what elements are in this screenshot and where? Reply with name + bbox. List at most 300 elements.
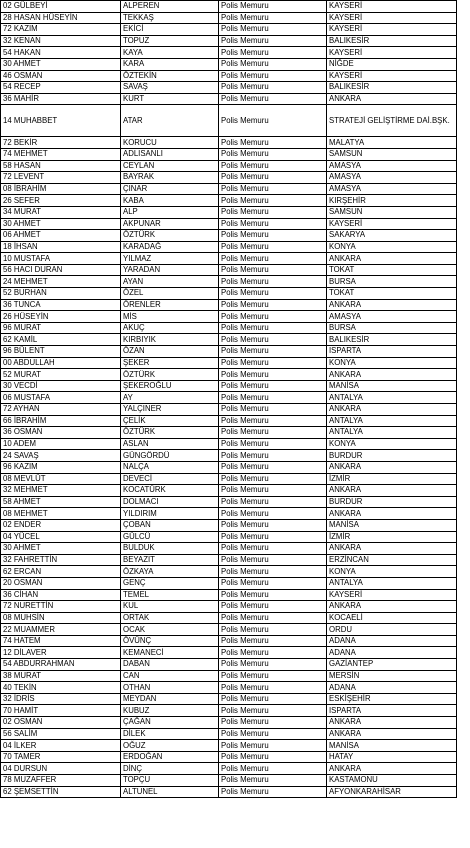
table-row <box>1 647 457 659</box>
table-row <box>1 253 457 265</box>
last-name-cell: OĞUZ <box>121 740 219 752</box>
location-cell: BURSA <box>327 276 457 288</box>
location-cell: KAYSERİ <box>327 218 457 230</box>
first-name-cell: 36 MAHİR <box>1 93 121 105</box>
location-cell: KAYSERİ <box>327 589 457 601</box>
last-name-cell: ALP <box>121 206 219 218</box>
first-name-cell: 24 MEHMET <box>1 276 121 288</box>
table-row <box>1 206 457 218</box>
location-cell: ERZİNCAN <box>327 554 457 566</box>
table-row <box>1 531 457 543</box>
last-name-cell: OCAK <box>121 624 219 636</box>
title-cell: Polis Memuru <box>219 264 327 276</box>
last-name-cell: DİNÇ <box>121 763 219 775</box>
last-name-cell: TEMEL <box>121 589 219 601</box>
location-cell: ANTALYA <box>327 577 457 589</box>
table-row <box>1 12 457 24</box>
last-name-cell: AYAN <box>121 276 219 288</box>
location-cell: BURSA <box>327 322 457 334</box>
location-cell: İZMİR <box>327 473 457 485</box>
location-cell: ANKARA <box>327 253 457 265</box>
first-name-cell: 02 ENDER <box>1 519 121 531</box>
location-cell: ANKARA <box>327 508 457 520</box>
location-cell: ANKARA <box>327 543 457 555</box>
location-cell: HATAY <box>327 751 457 763</box>
first-name-cell: 58 AHMET <box>1 496 121 508</box>
first-name-cell: 20 OSMAN <box>1 577 121 589</box>
title-cell: Polis Memuru <box>219 427 327 439</box>
title-cell: Polis Memuru <box>219 589 327 601</box>
first-name-cell: 54 RECEP <box>1 82 121 94</box>
title-cell: Polis Memuru <box>219 496 327 508</box>
title-cell: Polis Memuru <box>219 93 327 105</box>
first-name-cell: 08 MEHMET <box>1 508 121 520</box>
table-row <box>1 137 457 149</box>
location-cell: ISPARTA <box>327 705 457 717</box>
last-name-cell: ÇOBAN <box>121 519 219 531</box>
first-name-cell: 08 MEVLÜT <box>1 473 121 485</box>
table-row <box>1 473 457 485</box>
location-cell: ANKARA <box>327 404 457 416</box>
table-row <box>1 218 457 230</box>
last-name-cell: TEKKAŞ <box>121 12 219 24</box>
personnel-table-body <box>1 1 457 798</box>
location-cell: ANKARA <box>327 461 457 473</box>
first-name-cell: 32 MEHMET <box>1 485 121 497</box>
table-row <box>1 682 457 694</box>
title-cell: Polis Memuru <box>219 763 327 775</box>
location-cell: AMASYA <box>327 183 457 195</box>
first-name-cell: 02 OSMAN <box>1 717 121 729</box>
location-cell: ADANA <box>327 647 457 659</box>
title-cell: Polis Memuru <box>219 334 327 346</box>
last-name-cell: KURT <box>121 93 219 105</box>
table-row <box>1 543 457 555</box>
table-row <box>1 392 457 404</box>
first-name-cell: 30 AHMET <box>1 58 121 70</box>
title-cell: Polis Memuru <box>219 461 327 473</box>
last-name-cell: ŞEKER <box>121 357 219 369</box>
title-cell: Polis Memuru <box>219 70 327 82</box>
location-cell: KIRŞEHİR <box>327 195 457 207</box>
title-cell: Polis Memuru <box>219 775 327 787</box>
location-cell: KASTAMONU <box>327 775 457 787</box>
location-cell: ORDU <box>327 624 457 636</box>
last-name-cell: YILDIRIM <box>121 508 219 520</box>
location-cell: KAYSERİ <box>327 47 457 59</box>
table-row <box>1 288 457 300</box>
title-cell: Polis Memuru <box>219 172 327 184</box>
title-cell: Polis Memuru <box>219 253 327 265</box>
title-cell: Polis Memuru <box>219 554 327 566</box>
first-name-cell: 30 AHMET <box>1 218 121 230</box>
first-name-cell: 72 NURETTİN <box>1 601 121 613</box>
last-name-cell: BAYRAK <box>121 172 219 184</box>
table-row <box>1 230 457 242</box>
location-cell: ANKARA <box>327 93 457 105</box>
table-row <box>1 763 457 775</box>
title-cell: Polis Memuru <box>219 670 327 682</box>
last-name-cell: CEYLAN <box>121 160 219 172</box>
table-row <box>1 775 457 787</box>
location-cell: BALIKESİR <box>327 82 457 94</box>
location-cell: ANTALYA <box>327 427 457 439</box>
location-cell: MERSİN <box>327 670 457 682</box>
table-row <box>1 58 457 70</box>
table-row <box>1 670 457 682</box>
table-row <box>1 485 457 497</box>
table-row <box>1 369 457 381</box>
last-name-cell: KEMANECİ <box>121 647 219 659</box>
location-cell: AMASYA <box>327 311 457 323</box>
last-name-cell: SAVAŞ <box>121 82 219 94</box>
last-name-cell: GÜNGÖRDÜ <box>121 450 219 462</box>
last-name-cell: AKUÇ <box>121 322 219 334</box>
table-row <box>1 322 457 334</box>
title-cell: Polis Memuru <box>219 438 327 450</box>
title-cell: Polis Memuru <box>219 473 327 485</box>
table-row <box>1 172 457 184</box>
location-cell: KAYSERİ <box>327 70 457 82</box>
last-name-cell: ÇINAR <box>121 183 219 195</box>
table-row <box>1 47 457 59</box>
location-cell: ADANA <box>327 682 457 694</box>
title-cell: Polis Memuru <box>219 566 327 578</box>
last-name-cell: ÇELİK <box>121 415 219 427</box>
last-name-cell: TOPÇU <box>121 775 219 787</box>
last-name-cell: ALTUNEL <box>121 786 219 798</box>
first-name-cell: 72 BEKİR <box>1 137 121 149</box>
location-cell: ISPARTA <box>327 346 457 358</box>
title-cell: Polis Memuru <box>219 659 327 671</box>
title-cell: Polis Memuru <box>219 693 327 705</box>
location-cell: İZMİR <box>327 531 457 543</box>
title-cell: Polis Memuru <box>219 717 327 729</box>
last-name-cell: ÖZTEKİN <box>121 70 219 82</box>
first-name-cell: 10 MUSTAFA <box>1 253 121 265</box>
title-cell: Polis Memuru <box>219 58 327 70</box>
table-row <box>1 276 457 288</box>
title-cell: Polis Memuru <box>219 24 327 36</box>
first-name-cell: 52 MURAT <box>1 369 121 381</box>
location-cell: ANTALYA <box>327 415 457 427</box>
last-name-cell: KUL <box>121 601 219 613</box>
table-row <box>1 357 457 369</box>
table-row <box>1 241 457 253</box>
first-name-cell: 72 AYHAN <box>1 404 121 416</box>
table-row <box>1 35 457 47</box>
table-row <box>1 554 457 566</box>
last-name-cell: YILMAZ <box>121 253 219 265</box>
table-row <box>1 461 457 473</box>
last-name-cell: ÇAĞAN <box>121 717 219 729</box>
first-name-cell: 40 TEKİN <box>1 682 121 694</box>
title-cell: Polis Memuru <box>219 404 327 416</box>
title-cell: Polis Memuru <box>219 531 327 543</box>
first-name-cell: 70 TAMER <box>1 751 121 763</box>
last-name-cell: ASLAN <box>121 438 219 450</box>
last-name-cell: ÖZTÜRK <box>121 369 219 381</box>
table-row <box>1 346 457 358</box>
last-name-cell: KUBUZ <box>121 705 219 717</box>
first-name-cell: 56 HACI DURAN <box>1 264 121 276</box>
table-row <box>1 70 457 82</box>
first-name-cell: 46 OSMAN <box>1 70 121 82</box>
title-cell: Polis Memuru <box>219 612 327 624</box>
location-cell: ANKARA <box>327 728 457 740</box>
title-cell: Polis Memuru <box>219 728 327 740</box>
table-row <box>1 728 457 740</box>
title-cell: Polis Memuru <box>219 508 327 520</box>
first-name-cell: 62 ŞEMSETTİN <box>1 786 121 798</box>
first-name-cell: 52 BURHAN <box>1 288 121 300</box>
title-cell: Polis Memuru <box>219 148 327 160</box>
title-cell: Polis Memuru <box>219 601 327 613</box>
location-cell: ANKARA <box>327 299 457 311</box>
table-row <box>1 577 457 589</box>
title-cell: Polis Memuru <box>219 392 327 404</box>
last-name-cell: ERDOĞAN <box>121 751 219 763</box>
last-name-cell: ALPEREN <box>121 1 219 13</box>
location-cell: ANKARA <box>327 485 457 497</box>
last-name-cell: KARA <box>121 58 219 70</box>
last-name-cell: DEVECİ <box>121 473 219 485</box>
table-row <box>1 438 457 450</box>
location-cell: BURDUR <box>327 450 457 462</box>
location-cell: BALIKESİR <box>327 35 457 47</box>
first-name-cell: 00 ABDULLAH <box>1 357 121 369</box>
last-name-cell: ORTAK <box>121 612 219 624</box>
title-cell: Polis Memuru <box>219 230 327 242</box>
location-cell: MANİSA <box>327 380 457 392</box>
table-row <box>1 24 457 36</box>
table-row <box>1 415 457 427</box>
location-cell: KONYA <box>327 241 457 253</box>
location-cell: ANKARA <box>327 369 457 381</box>
last-name-cell: ÖRENLER <box>121 299 219 311</box>
title-cell: Polis Memuru <box>219 380 327 392</box>
table-row <box>1 601 457 613</box>
title-cell: Polis Memuru <box>219 786 327 798</box>
location-cell: ANKARA <box>327 601 457 613</box>
first-name-cell: 14 MUHABBET <box>1 105 121 137</box>
location-cell: ANKARA <box>327 717 457 729</box>
title-cell: Polis Memuru <box>219 276 327 288</box>
last-name-cell: KAYA <box>121 47 219 59</box>
last-name-cell: AY <box>121 392 219 404</box>
first-name-cell: 38 MURAT <box>1 670 121 682</box>
location-cell: TOKAT <box>327 264 457 276</box>
location-cell: MANİSA <box>327 519 457 531</box>
last-name-cell: TOPUZ <box>121 35 219 47</box>
title-cell: Polis Memuru <box>219 485 327 497</box>
last-name-cell: MİS <box>121 311 219 323</box>
title-cell: Polis Memuru <box>219 705 327 717</box>
first-name-cell: 28 HASAN HÜSEYİN <box>1 12 121 24</box>
table-row <box>1 693 457 705</box>
location-cell: TOKAT <box>327 288 457 300</box>
first-name-cell: 58 HASAN <box>1 160 121 172</box>
title-cell: Polis Memuru <box>219 346 327 358</box>
location-cell: ESKİŞEHİR <box>327 693 457 705</box>
table-row <box>1 717 457 729</box>
table-row <box>1 82 457 94</box>
last-name-cell: MEYDAN <box>121 693 219 705</box>
last-name-cell: DİLEK <box>121 728 219 740</box>
location-cell: SAKARYA <box>327 230 457 242</box>
location-cell: KONYA <box>327 566 457 578</box>
title-cell: Polis Memuru <box>219 241 327 253</box>
first-name-cell: 74 MEHMET <box>1 148 121 160</box>
last-name-cell: GENÇ <box>121 577 219 589</box>
table-row <box>1 624 457 636</box>
location-cell: BALIKESİR <box>327 334 457 346</box>
first-name-cell: 18 İHSAN <box>1 241 121 253</box>
title-cell: Polis Memuru <box>219 82 327 94</box>
title-cell: Polis Memuru <box>219 647 327 659</box>
last-name-cell: KABA <box>121 195 219 207</box>
title-cell: Polis Memuru <box>219 299 327 311</box>
table-row <box>1 612 457 624</box>
last-name-cell: ÖZTÜRK <box>121 427 219 439</box>
location-cell: MANİSA <box>327 740 457 752</box>
last-name-cell: DOLMACI <box>121 496 219 508</box>
first-name-cell: 78 MUZAFFER <box>1 775 121 787</box>
last-name-cell: AKPUNAR <box>121 218 219 230</box>
location-cell: ANTALYA <box>327 392 457 404</box>
last-name-cell: EKİCİ <box>121 24 219 36</box>
first-name-cell: 36 TUNCA <box>1 299 121 311</box>
location-cell: AFYONKARAHİSAR <box>327 786 457 798</box>
last-name-cell: KOCATÜRK <box>121 485 219 497</box>
last-name-cell: BULDUK <box>121 543 219 555</box>
last-name-cell: OTHAN <box>121 682 219 694</box>
last-name-cell: KORUCU <box>121 137 219 149</box>
table-row <box>1 751 457 763</box>
table-row <box>1 380 457 392</box>
first-name-cell: 32 FAHRETTİN <box>1 554 121 566</box>
title-cell: Polis Memuru <box>219 322 327 334</box>
table-row <box>1 183 457 195</box>
title-cell: Polis Memuru <box>219 369 327 381</box>
first-name-cell: 04 DURSUN <box>1 763 121 775</box>
title-cell: Polis Memuru <box>219 357 327 369</box>
table-row <box>1 659 457 671</box>
table-row <box>1 566 457 578</box>
table-row <box>1 635 457 647</box>
location-cell: AMASYA <box>327 160 457 172</box>
first-name-cell: 70 HAMİT <box>1 705 121 717</box>
location-cell: KONYA <box>327 357 457 369</box>
first-name-cell: 08 İBRAHİM <box>1 183 121 195</box>
location-cell: KOCAELİ <box>327 612 457 624</box>
last-name-cell: ÖZTÜRK <box>121 230 219 242</box>
location-cell: MALATYA <box>327 137 457 149</box>
last-name-cell: KIRBIYIK <box>121 334 219 346</box>
first-name-cell: 36 CİHAN <box>1 589 121 601</box>
first-name-cell: 06 AHMET <box>1 230 121 242</box>
first-name-cell: 96 MURAT <box>1 322 121 334</box>
last-name-cell: ÖZEL <box>121 288 219 300</box>
first-name-cell: 04 YÜCEL <box>1 531 121 543</box>
table-row <box>1 1 457 13</box>
last-name-cell: ÖVÜNÇ <box>121 635 219 647</box>
title-cell: Polis Memuru <box>219 1 327 13</box>
first-name-cell: 32 KENAN <box>1 35 121 47</box>
location-cell: BURDUR <box>327 496 457 508</box>
first-name-cell: 32 İDRİS <box>1 693 121 705</box>
location-cell: ADANA <box>327 635 457 647</box>
last-name-cell: ÖZKAYA <box>121 566 219 578</box>
location-cell: NİĞDE <box>327 58 457 70</box>
first-name-cell: 04 İLKER <box>1 740 121 752</box>
last-name-cell: ATAR <box>121 105 219 137</box>
first-name-cell: 34 MURAT <box>1 206 121 218</box>
table-row <box>1 786 457 798</box>
first-name-cell: 62 KAMİL <box>1 334 121 346</box>
title-cell: Polis Memuru <box>219 682 327 694</box>
title-cell: Polis Memuru <box>219 415 327 427</box>
title-cell: Polis Memuru <box>219 137 327 149</box>
first-name-cell: 10 ADEM <box>1 438 121 450</box>
title-cell: Polis Memuru <box>219 543 327 555</box>
table-row <box>1 508 457 520</box>
first-name-cell: 62 ERCAN <box>1 566 121 578</box>
location-cell: GAZİANTEP <box>327 659 457 671</box>
title-cell: Polis Memuru <box>219 635 327 647</box>
first-name-cell: 08 MUHSİN <box>1 612 121 624</box>
title-cell: Polis Memuru <box>219 519 327 531</box>
title-cell: Polis Memuru <box>219 35 327 47</box>
location-cell: SAMSUN <box>327 206 457 218</box>
first-name-cell: 30 VECDİ <box>1 380 121 392</box>
title-cell: Polis Memuru <box>219 450 327 462</box>
table-row <box>1 160 457 172</box>
location-cell: KONYA <box>327 438 457 450</box>
title-cell: Polis Memuru <box>219 195 327 207</box>
title-cell: Polis Memuru <box>219 751 327 763</box>
table-row <box>1 450 457 462</box>
table-row <box>1 311 457 323</box>
first-name-cell: 12 DİLAVER <box>1 647 121 659</box>
title-cell: Polis Memuru <box>219 12 327 24</box>
location-cell: SAMSUN <box>327 148 457 160</box>
last-name-cell: YARADAN <box>121 264 219 276</box>
last-name-cell: ŞEKEROĞLU <box>121 380 219 392</box>
last-name-cell: BEYAZIT <box>121 554 219 566</box>
last-name-cell: YALÇINER <box>121 404 219 416</box>
first-name-cell: 36 OSMAN <box>1 427 121 439</box>
table-row <box>1 93 457 105</box>
title-cell: Polis Memuru <box>219 740 327 752</box>
location-cell: KAYSERİ <box>327 24 457 36</box>
first-name-cell: 54 HAKAN <box>1 47 121 59</box>
last-name-cell: NALÇA <box>121 461 219 473</box>
last-name-cell: CAN <box>121 670 219 682</box>
table-row <box>1 519 457 531</box>
first-name-cell: 24 SAVAŞ <box>1 450 121 462</box>
first-name-cell: 26 HÜSEYİN <box>1 311 121 323</box>
table-row <box>1 264 457 276</box>
first-name-cell: 06 MUSTAFA <box>1 392 121 404</box>
title-cell: Polis Memuru <box>219 624 327 636</box>
table-row <box>1 195 457 207</box>
first-name-cell: 54 ABDURRAHMAN <box>1 659 121 671</box>
location-cell: ANKARA <box>327 763 457 775</box>
title-cell: Polis Memuru <box>219 105 327 137</box>
title-cell: Polis Memuru <box>219 160 327 172</box>
table-row <box>1 299 457 311</box>
